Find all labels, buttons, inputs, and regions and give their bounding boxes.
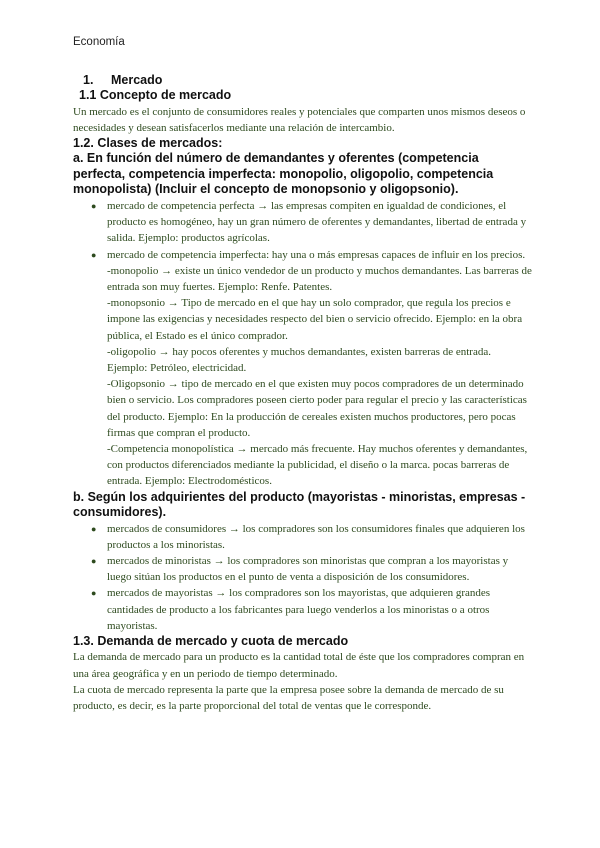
list-item: ● mercados de consumidores → los compradores son los consumidores finales que adquieren los productos a los minoristas. (91, 522, 525, 551)
list-b (73, 521, 533, 634)
paragraph-oligopolio: -oligopolio → hay pocos oferentes y muchos demandantes, existen barreras de entrada. Ejemplo: Petróleo, electricidad. (107, 345, 491, 374)
heading-clases-a: a. En función del número de demandantes y oferentes (competencia perfecta, competencia imperfecta: monopolio, oligopolio, competencia monopolista) (Incluir el concepto de monopsonio y oligopsonio). (73, 151, 494, 197)
paragraph-monopsonio: -monopsonio → Tipo de mercado en el que hay un solo comprador, que regula los precios e impone las exigencias y necesidades respecto del bien o servicio ofrecido. Ejemplo: en la obra pública, el Estado es el único comprador. (107, 297, 523, 342)
bullet-icon: ● (91, 588, 97, 599)
page-header: Economía (73, 36, 125, 48)
section-number: 1. (83, 73, 94, 87)
paragraph-oligopsonio: -Oligopsonio → tipo de mercado en el que existen muy pocos compradores de un determinado bien o servicio. Los compradores poseen cierto poder para regular el precio y las características del producto. Ejemplo: En la producción de cereales existen muchos productores, pero pocas firmas que compran el producto. (107, 378, 527, 439)
document-content (73, 72, 533, 714)
paragraph-cuota: La cuota de mercado representa la parte que la empresa posee sobre la demanda de mercado de su producto, es decir, es la parte proporcional del total de ventas que le corresponde. (73, 683, 504, 713)
section-title: Mercado (111, 73, 163, 87)
list-item: ● mercado de competencia imperfecta: hay una o más empresas capaces de influir en los precios. (107, 247, 533, 263)
heading-concepto: 1.1 Concepto de mercado (79, 88, 232, 102)
paragraph-concepto: Un mercado es el conjunto de consumidores reales y potenciales que comparten unos mismos deseos o necesidades y desean satisfacerlos mediante una relación de intercambio. (73, 105, 526, 134)
paragraph-monopolio: -monopolio → existe un único vendedor de un producto y muchos demandantes. Las barreras de entrada son muy fuertes. Ejemplo: Renfe. Patentes. (107, 264, 532, 293)
list-a (73, 198, 533, 263)
bullet-icon: ● (91, 200, 97, 211)
list-item: ● mercados de minoristas → los compradores son minoristas que compran a los mayoristas y luego sitúan los productos en el punto de venta a disposición de los consumidores. (91, 554, 509, 584)
bullet-icon: ● (91, 249, 97, 260)
list-item: ● mercado de competencia perfecta → las empresas compiten en igualdad de condiciones, el producto es homogéneo, hay un gran número de oferentes y demandantes, libertad de entrada y salida. Ejemplo: productos agrícolas. (91, 199, 527, 245)
heading-demanda: 1.3. Demanda de mercado y cuota de mercado (73, 633, 349, 648)
paragraph-demanda: La demanda de mercado para un producto es la cantidad total de éste que los compradores compran en una área geográfica y en un periodo de tiempo determinado. (73, 651, 525, 680)
paragraph-competencia-monopolistica: -Competencia monopolística → mercado más frecuente. Hay muchos oferentes y demandantes, con productos diferenciados mediante la publicidad, el diseño o la marca. pocas barreras de entrada. Ejemplo: Electrodomésticos. (107, 442, 528, 488)
bullet-icon: ● (91, 555, 97, 566)
heading-clases: 1.2. Clases de mercados: (73, 135, 223, 150)
heading-clases-b: b. Según los adquirientes del producto (mayoristas - minoristas, empresas - consumidores). (73, 489, 526, 520)
bullet-icon: ● (91, 523, 97, 534)
list-item: ● mercados de mayoristas → los compradores son los mayoristas, que adquieren grandes cantidades de producto a los fabricantes para luego venderlos a los minoristas o a otros mayoristas. (91, 587, 491, 632)
section-heading-mercado (73, 72, 533, 88)
